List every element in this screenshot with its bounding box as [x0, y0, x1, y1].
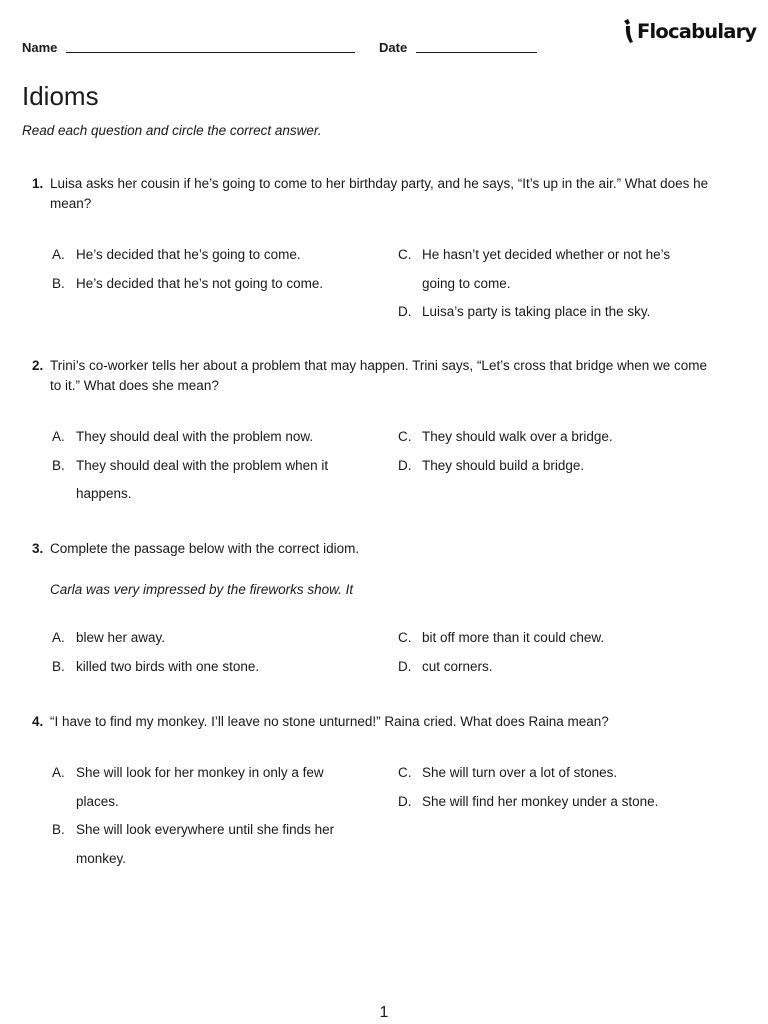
- flocabulary-logo: [622, 15, 756, 47]
- option-a[interactable]: [52, 624, 398, 653]
- name-line: [66, 52, 355, 53]
- option-text: He’s decided that he’s going to come.: [76, 247, 301, 262]
- option-d[interactable]: [398, 788, 698, 817]
- option-letter: B.: [52, 822, 65, 837]
- option-letter: D.: [398, 658, 412, 674]
- option-letter: A.: [52, 429, 65, 444]
- question-text: “I have to find my monkey. I’ll leave no stone unturned!” Raina cried. What does Raina mean?: [50, 714, 609, 729]
- option-text: She will find her monkey under a stone.: [422, 793, 659, 809]
- brand-name: Flocabulary: [637, 19, 757, 43]
- option-b[interactable]: [52, 452, 352, 509]
- option-letter: C.: [398, 247, 412, 262]
- option-text: She will look for her monkey in only a few places.: [76, 765, 324, 809]
- option-text: cut corners.: [422, 658, 493, 674]
- option-text: They should deal with the problem now.: [76, 429, 314, 444]
- option-text: They should build a bridge.: [422, 457, 585, 473]
- instructions: Read each question and circle the correct answer.: [22, 123, 322, 138]
- question-2: [32, 356, 722, 509]
- question-4: [32, 712, 722, 873]
- option-c[interactable]: [398, 624, 698, 653]
- question-number: 3.: [32, 541, 44, 556]
- option-text: blew her away.: [76, 630, 166, 645]
- option-text: She will turn over a lot of stones.: [422, 765, 618, 780]
- option-a[interactable]: [52, 759, 352, 816]
- passage-text: Carla was very impressed by the fireworks show. It: [50, 582, 354, 597]
- name-label: Name: [22, 40, 58, 55]
- option-d[interactable]: [398, 653, 698, 682]
- option-letter: C.: [398, 429, 412, 444]
- option-c[interactable]: [398, 423, 698, 452]
- option-text: They should walk over a bridge.: [422, 429, 613, 444]
- question-3: [32, 539, 722, 681]
- option-letter: D.: [398, 793, 412, 809]
- option-letter: B.: [52, 457, 65, 473]
- option-text: He’s decided that he’s not going to come.: [76, 275, 324, 291]
- option-letter: D.: [398, 457, 412, 473]
- option-c[interactable]: [398, 241, 698, 298]
- option-b[interactable]: [52, 816, 352, 873]
- page-number: 1: [379, 1004, 389, 1021]
- question-text: Trini’s co-worker tells her about a problem that may happen. Trini says, “Let’s cross that bridge when we come to it.” What does she mean?: [50, 358, 708, 393]
- option-letter: C.: [398, 765, 412, 780]
- question-text: Complete the passage below with the correct idiom.: [50, 541, 360, 556]
- question-number: 2.: [32, 358, 44, 373]
- option-c[interactable]: [398, 759, 698, 788]
- question-1: [32, 174, 722, 327]
- question-text: Luisa asks her cousin if he’s going to come to her birthday party, and he says, “It’s up in the air.” What does he mean?: [50, 176, 709, 211]
- logo-mark-icon: [622, 17, 636, 45]
- option-text: They should deal with the problem when it happens.: [76, 457, 329, 501]
- option-letter: C.: [398, 630, 412, 645]
- date-label: Date: [379, 40, 408, 55]
- option-b[interactable]: [52, 653, 398, 682]
- option-letter: A.: [52, 247, 65, 262]
- date-line: [416, 52, 537, 53]
- question-number: 1.: [32, 176, 44, 191]
- option-letter: B.: [52, 658, 65, 674]
- option-letter: D.: [398, 304, 412, 319]
- option-b[interactable]: [52, 270, 398, 299]
- option-text: killed two birds with one stone.: [76, 658, 260, 674]
- option-d[interactable]: [398, 452, 698, 481]
- option-letter: A.: [52, 630, 65, 645]
- option-letter: B.: [52, 275, 65, 291]
- option-letter: A.: [52, 765, 65, 780]
- option-a[interactable]: [52, 241, 398, 270]
- option-text: She will look everywhere until she finds her monkey.: [76, 822, 335, 866]
- option-text: He hasn’t yet decided whether or not he’s going to come.: [422, 247, 671, 291]
- option-d[interactable]: [398, 298, 698, 327]
- page-title: Idioms: [22, 81, 99, 111]
- question-number: 4.: [32, 714, 44, 729]
- option-a[interactable]: [52, 423, 398, 452]
- option-text: Luisa’s party is taking place in the sky.: [422, 304, 651, 319]
- option-text: bit off more than it could chew.: [422, 630, 605, 645]
